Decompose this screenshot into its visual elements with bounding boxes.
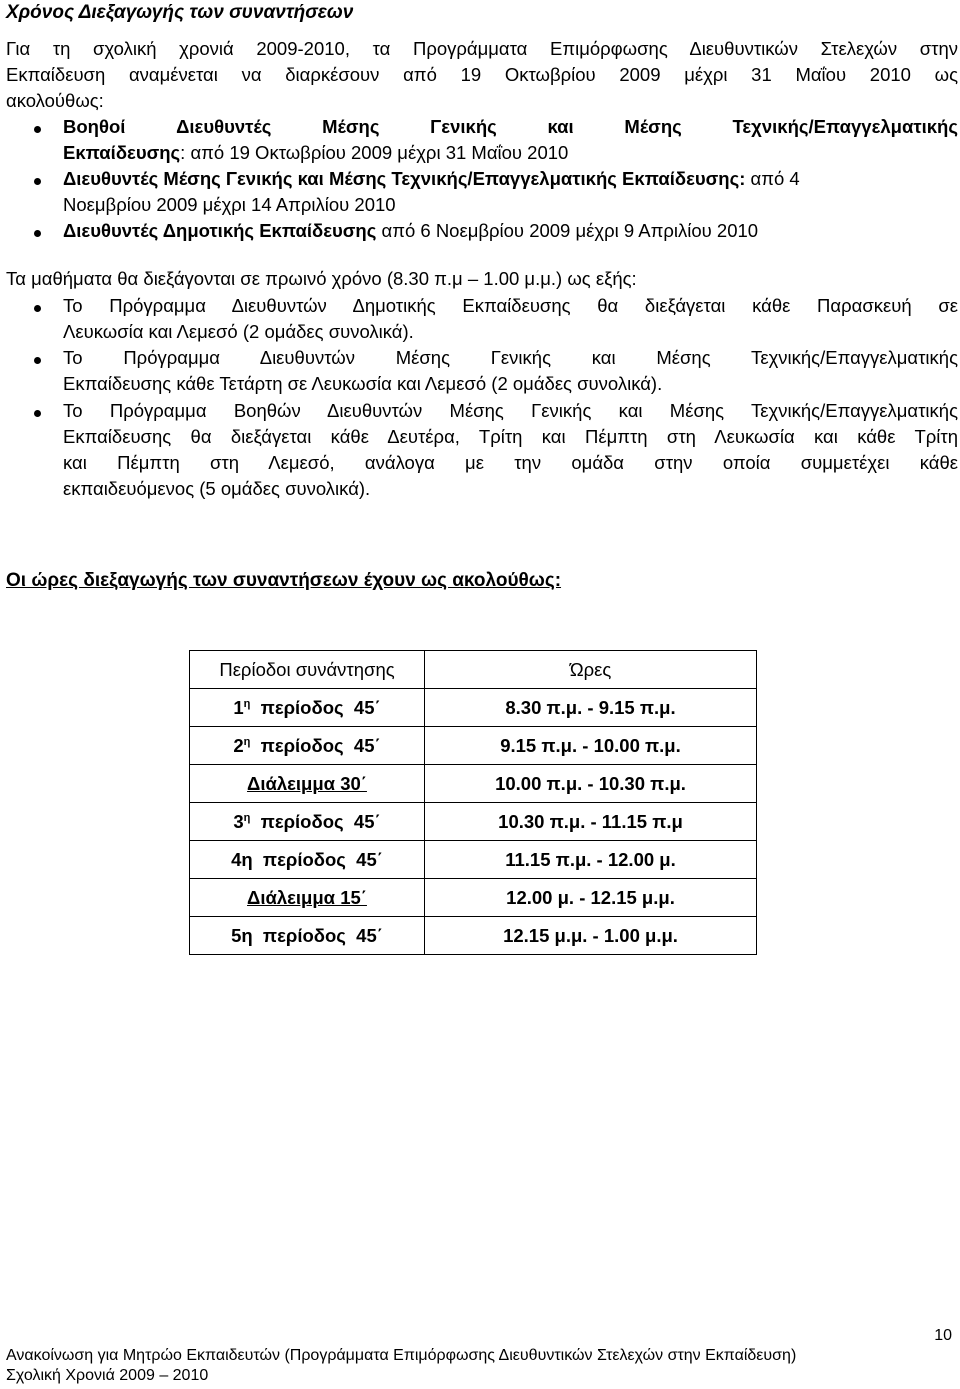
intro-line-1: Για τη σχολική χρονιά 2009-2010, τα Προγράμματα Επιμόρφωσης Διευθυντικών Στελεχών στην bbox=[6, 38, 958, 59]
hours-cell: 10.00 π.μ. - 10.30 π.μ. bbox=[425, 765, 757, 803]
period-cell bbox=[190, 841, 425, 879]
page-number: 10 bbox=[934, 1327, 952, 1344]
hours-heading: Οι ώρες διεξαγωγής των συναντήσεων έχουν ως ακολούθως: bbox=[6, 570, 562, 591]
text: από 4 bbox=[745, 168, 800, 189]
period-cell bbox=[190, 803, 425, 841]
period-number: 1 bbox=[233, 696, 244, 718]
list1-item1-line1 bbox=[63, 116, 958, 138]
period-cell bbox=[190, 765, 425, 803]
list2-item2-line1: Το Πρόγραμμα Διευθυντών Μέσης Γενικής και Μέσης Τεχνικής/Επαγγελματικής bbox=[63, 347, 958, 368]
bold-text: Διευθυντές Μέσης Γενικής και Μέσης Τεχνικής/Επαγγελματικής Εκπαίδευσης: bbox=[63, 168, 746, 189]
period-sup: η bbox=[243, 735, 251, 748]
word: Διευθυντές bbox=[176, 116, 272, 137]
period-label: περίοδος 45΄ bbox=[250, 810, 381, 832]
bold-text: Εκπαίδευσης bbox=[63, 142, 181, 163]
list2-item1-line1: Το Πρόγραμμα Διευθυντών Δημοτικής Εκπαίδευσης θα διεξάγεται κάθε Παρασκευή σε bbox=[63, 295, 958, 316]
text: : από 19 Οκτωβρίου 2009 μέχρι 31 Μαΐου 2010 bbox=[180, 142, 569, 163]
list1-item3-line1 bbox=[63, 220, 758, 242]
intro-line-2: Εκπαίδευση αναμένεται να διαρκέσουν από 19 Οκτωβρίου 2009 μέχρι 31 Μαΐου 2010 ως bbox=[6, 64, 958, 85]
period-cell bbox=[190, 727, 425, 765]
break-label: Διάλειμμα 15΄ bbox=[247, 886, 367, 908]
bullet-icon bbox=[34, 305, 41, 312]
period-number: 2 bbox=[233, 734, 244, 756]
word: Γενικής bbox=[430, 116, 497, 137]
bullet-icon bbox=[34, 410, 41, 417]
bold-text: Διευθυντές Δημοτικής Εκπαίδευσης bbox=[63, 220, 377, 241]
bullet-icon bbox=[34, 230, 41, 237]
table-row bbox=[190, 803, 757, 841]
period-number: 3 bbox=[233, 810, 244, 832]
period-sup: η bbox=[243, 697, 251, 710]
bullet-icon bbox=[34, 126, 41, 133]
break-label: Διάλειμμα 30΄ bbox=[247, 772, 367, 794]
intro-line-3: ακολούθως: bbox=[6, 90, 104, 111]
hours-cell: 12.15 μ.μ. - 1.00 μ.μ. bbox=[425, 917, 757, 955]
footer-line-1: Ανακοίνωση για Μητρώο Εκπαιδευτών (Προγράμματα Επιμόρφωσης Διευθυντικών Στελεχών στην Εκπαίδευση) bbox=[6, 1347, 797, 1364]
list2-item3-line1: Το Πρόγραμμα Βοηθών Διευθυντών Μέσης Γενικής και Μέσης Τεχνικής/Επαγγελματικής bbox=[63, 400, 958, 421]
period-label: 5η περίοδος 45΄ bbox=[231, 924, 383, 946]
word: Βοηθοί bbox=[63, 116, 126, 137]
hours-cell: 10.30 π.μ. - 11.15 π.μ bbox=[425, 803, 757, 841]
list2-item3-line4: εκπαιδευόμενος (5 ομάδες συνολικά). bbox=[63, 478, 371, 499]
text: από 6 Νοεμβρίου 2009 μέχρι 9 Απριλίου 2010 bbox=[376, 220, 759, 241]
header-period: Περίοδοι συνάντησης bbox=[190, 651, 425, 689]
table-row bbox=[190, 879, 757, 917]
list2-item2-line2: Εκπαίδευσης κάθε Τετάρτη σε Λευκωσία και Λεμεσό (2 ομάδες συνολικά). bbox=[63, 373, 663, 394]
header-hours: Ώρες bbox=[425, 651, 757, 689]
period-cell bbox=[190, 917, 425, 955]
period-cell bbox=[190, 879, 425, 917]
period-sup: η bbox=[243, 811, 251, 824]
word: και bbox=[547, 116, 574, 137]
table-row bbox=[190, 917, 757, 955]
bullet-icon bbox=[34, 178, 41, 185]
section-title: Χρόνος Διεξαγωγής των συναντήσεων bbox=[6, 2, 354, 23]
table-row bbox=[190, 727, 757, 765]
schedule-table bbox=[189, 650, 757, 955]
hours-cell: 12.00 μ. - 12.15 μ.μ. bbox=[425, 879, 757, 917]
table-row bbox=[190, 765, 757, 803]
list2-item1-line2: Λευκωσία και Λεμεσό (2 ομάδες συνολικά). bbox=[63, 321, 414, 342]
list1-item2-line2: Νοεμβρίου 2009 μέχρι 14 Απριλίου 2010 bbox=[63, 194, 396, 215]
list2-item3-line2: Εκπαίδευσης θα διεξάγεται κάθε Δευτέρα, Τρίτη και Πέμπτη στη Λευκωσία και κάθε Τρίτη bbox=[63, 426, 958, 447]
hours-cell: 9.15 π.μ. - 10.00 π.μ. bbox=[425, 727, 757, 765]
word: Μέσης bbox=[322, 116, 380, 137]
table-row bbox=[190, 689, 757, 727]
bullet-icon bbox=[34, 357, 41, 364]
hours-cell: 8.30 π.μ. - 9.15 π.μ. bbox=[425, 689, 757, 727]
period-label: 4η περίοδος 45΄ bbox=[231, 848, 383, 870]
period-label: περίοδος 45΄ bbox=[250, 734, 381, 756]
lessons-intro: Τα μαθήματα θα διεξάγονται σε πρωινό χρόνο (8.30 π.μ – 1.00 μ.μ.) ως εξής: bbox=[6, 268, 637, 289]
list1-item2-line1 bbox=[63, 168, 800, 190]
hours-cell: 11.15 π.μ. - 12.00 μ. bbox=[425, 841, 757, 879]
list2-item3-line3: και Πέμπτη στη Λεμεσό, ανάλογα με την ομάδα στην οποία συμμετέχει κάθε bbox=[63, 452, 958, 473]
period-cell bbox=[190, 689, 425, 727]
table-row bbox=[190, 841, 757, 879]
period-label: περίοδος 45΄ bbox=[250, 696, 381, 718]
list1-item1-line2 bbox=[63, 142, 568, 164]
word: Μέσης bbox=[624, 116, 682, 137]
word: Τεχνικής/Επαγγελματικής bbox=[732, 116, 958, 137]
footer-line-2: Σχολική Χρονιά 2009 – 2010 bbox=[6, 1367, 209, 1384]
table-header-row bbox=[190, 651, 757, 689]
